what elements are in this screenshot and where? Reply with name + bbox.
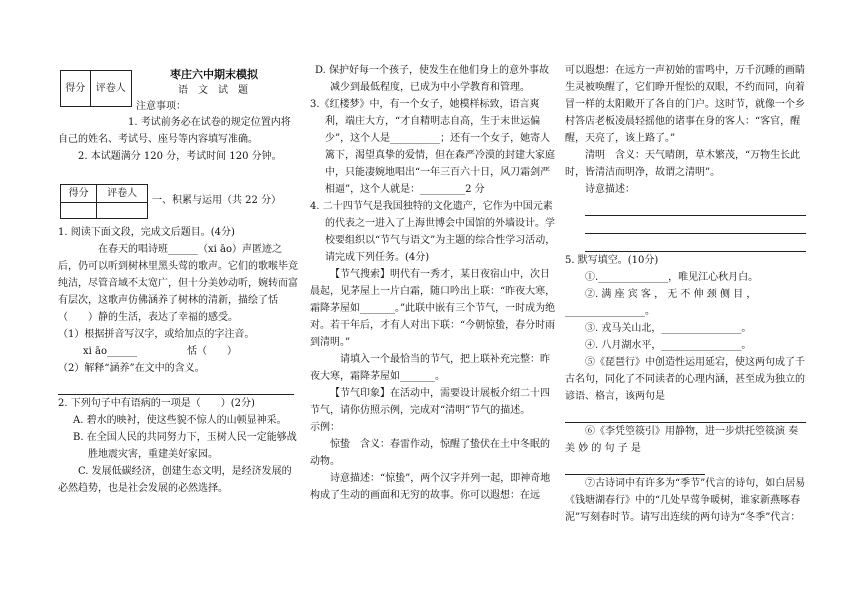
- exam-title: 枣庄六中期末模拟: [170, 68, 258, 81]
- answer-line: [565, 457, 705, 475]
- question-2: 2. 下列句子中有语病的一项是（ ）(2分): [58, 398, 255, 409]
- answer-line: [565, 405, 806, 423]
- question-1-text: 在春天的唱诗班______（xi āo）声匿迹之后，仍可以听到树林里黑头莺的歌声。它们的歌喉毕竞纯洁，尽管音域不太宽广，但十分美妙动听，婉转而富有层次，这歌声仿佛涵养了树林的清新，描绘了恬（ ）静的生活，表达了幸福的感受。: [58, 244, 298, 323]
- poetic-desc-label: 诗意描述：: [585, 184, 635, 195]
- answer-line: [585, 234, 806, 252]
- example-3: 清明 含义：天气晴朗，草木繁茂，“万物生长此时，皆清洁而明净，故谓之清明”。: [565, 150, 801, 178]
- notice-2: 2. 本试题满分 120 分，考试时间 120 分钟。: [78, 151, 282, 162]
- exam-subtitle: 语 文 试 题: [178, 85, 248, 96]
- question-5: 5. 默写填空。(10分): [565, 255, 659, 266]
- question-1-sub1: （1）根据拼音写汉字，或给加点的字注音。: [58, 329, 255, 340]
- notice-head: 注意事项：: [136, 101, 186, 112]
- question-4-sub2: 【节气印象】在活动中，需要设计展板介绍二十四节气，请你仿照示例，完成对“清明”节气的描述。: [310, 388, 550, 416]
- question-5-6: ⑥《李凭箜篌引》用静物，进一步烘托箜篌演 奏 美 妙 的 句 子 是: [565, 426, 802, 454]
- question-5-3: ③. 戎马关山北，________________。: [585, 323, 752, 334]
- question-3: 3.《红楼梦》中，有一个女子，她模样标致，语言爽利，端庄大方，“才自精明志自高，生于末世运偏少”，这个人是__________；还有一个女子，她寄人篱下，渴望真挚的爱情，但在森严冷漠的封建大家庭中，只能凄婉地唱出“一年三百六十日，风刀霜剑严相逼”，这个人就是：_________2 分: [310, 99, 555, 195]
- question-1: 1. 阅读下面文段，完成文后题目。(4分): [58, 227, 235, 238]
- question-1-sub2: （2）解释“涵养”在文中的含义。: [58, 363, 205, 374]
- question-4-sub1: 【节气搜索】明代有一秀才，某日夜宿山中，次日晨起，见茅屋上一片白霜，随口吟出上联：“昨夜大寒，霜降茅屋如_______。”此联中嵌有三个节气，一时成为绝对。若干年后，才有人对出下联：“今朝惊蛰，春分时雨到清明。”: [310, 269, 556, 348]
- example-2: 诗意描述：“惊蛰”，两个汉字并列一起，即神奇地构成了生动的画面和无穷的故事。你可以遐想：在远: [310, 473, 551, 501]
- option-a: A. 碧水的映衬，使这些貌不惊人的山顿显神采。: [73, 415, 287, 426]
- score-label: 得分: [61, 71, 91, 107]
- answer-line: [585, 198, 806, 216]
- question-5-1: ①.______________，唯见江心秋月白。: [585, 272, 759, 283]
- grader-label: 评卷人: [97, 185, 148, 203]
- question-1-sub1-blanks: xi āo______ 恬（ ）: [83, 346, 237, 357]
- grader-cell: [97, 203, 148, 219]
- example-2-cont: 可以遐想：在远方一声初始的雷鸣中，万千沉睡的画睛生灵被唤醒了，它们睁开惺忪的双眼，不约而同，向着冒一样的太阳敞开了各自的门户。这时节，就像一个乡村答店老板凌晨轻摇他的诸事在身的客人：“客官，醒醒，天亮了，该上路了。”: [565, 65, 805, 144]
- answer-line: [585, 216, 806, 234]
- question-4: 4. 二十四节气是我国独特的文化遗产，它作为中国元素的代表之一进入了上海世博会中国馆的外墙设计。学校要组织以“节气与语文”为主题的综合性学习活动，请完成下列任务。(4分): [310, 201, 556, 263]
- grader-label: 评卷人: [90, 71, 131, 107]
- example-label: 示例：: [310, 422, 340, 433]
- option-c: C. 发展低碳经济，创建生态文明，是经济发展的必然趋势，也是社会发展的必然选择。: [58, 466, 292, 494]
- question-4-sub1b: 请填入一个最恰当的节气，把上联补充完整：昨夜大寒，霜降茅屋如_______。: [310, 354, 550, 382]
- question-5-2: ②. 满 座 宾 客 ， 无 不 伸 颈 侧 目 ，________________。: [565, 289, 757, 317]
- option-b: B. 在全国人民的共同努力下，玉树人民一定能够战胜地震灾害，重建美好家园。: [73, 432, 297, 460]
- question-5-4: ④. 八月湖水平，________________。: [585, 340, 752, 351]
- section-title: 一、积累与运用（共 22 分）: [152, 195, 282, 206]
- score-box: [60, 70, 132, 107]
- question-5-5: ⑤《琵琶行》中创造性运用延宕，使这两句成了千古名句，同化了不同读者的心理内涵，甚至成为独立的谚语、格言，该两句是: [565, 357, 805, 402]
- score-cell: [61, 203, 97, 219]
- notice-1: 1. 考试前务必在试卷的规定位置内将自己的姓名、考试号、座号等内容填写准确。: [58, 117, 291, 145]
- question-5-7: ⑦古诗词中有许多为“季节”代言的诗句，如白居易《钱塘湖春行》中的“几处早莺争暖树，谁家新燕啄春泥”写刻春时节。请写出连续的两句诗为“冬季”代言：: [565, 478, 806, 523]
- option-d: D. 保护好每一个孩子，使发生在他们身上的意外事故减少到最低程度，已成为中小学教育和管理。: [315, 65, 550, 93]
- example-1: 惊蛰 含义：春雷作动，惊醒了蛰伏在土中冬眠的动物。: [310, 439, 550, 467]
- score-label: 得分: [61, 185, 97, 203]
- score-box: [60, 184, 148, 219]
- answer-line: [58, 377, 294, 395]
